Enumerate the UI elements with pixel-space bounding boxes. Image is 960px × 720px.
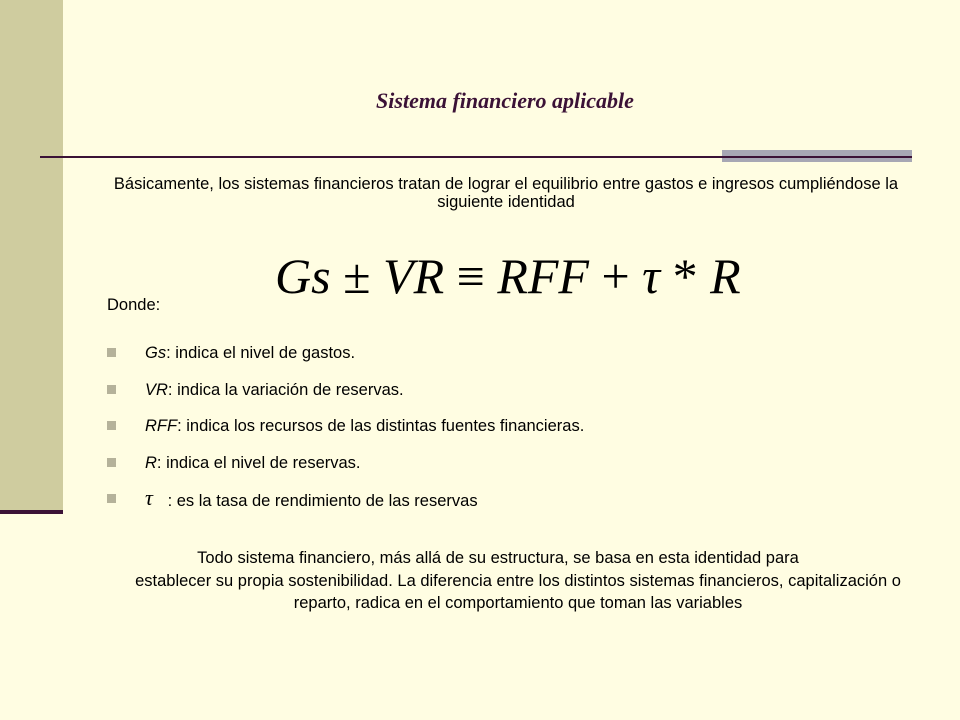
formula-plus-minus: ± <box>343 248 371 304</box>
formula-times: * <box>672 248 698 304</box>
closing-paragraph <box>80 547 916 615</box>
square-bullet-icon <box>107 348 116 357</box>
donde-label: Donde: <box>107 296 161 314</box>
tau-symbol: τ <box>145 485 153 510</box>
definition-text: : indica la variación de reservas. <box>167 380 404 399</box>
definition-text: : indica los recursos de las distintas fuentes financieras. <box>177 417 585 435</box>
side-band-underline <box>0 510 63 514</box>
definition-term: RFF <box>145 417 178 435</box>
formula-vr: VR <box>383 248 445 304</box>
definition-text: : indica el nivel de gastos. <box>166 344 356 362</box>
slide-title: Sistema financiero aplicable <box>376 88 634 113</box>
title-rule-accent-line <box>722 156 912 158</box>
square-bullet-icon <box>107 458 116 467</box>
formula-rff: RFF <box>497 248 589 304</box>
list-item <box>107 380 584 417</box>
definition-text: : indica el nivel de reservas. <box>156 453 361 472</box>
list-item <box>107 453 584 490</box>
intro-text: Básicamente, los sistemas financieros tratan de lograr el equilibrio entre gastos e ingresos cumpliéndose la siguiente identidad <box>113 175 899 211</box>
list-item <box>107 416 584 453</box>
closing-first-line: Todo sistema financiero, más allá de su estructura, se basa en esta identidad para <box>197 549 799 567</box>
formula-gs: Gs <box>275 248 331 304</box>
formula-plus: + <box>601 248 630 304</box>
closing-remaining-text: establecer su propia sostenibilidad. La diferencia entre los distintos sistemas financieros, capitalización o reparto, radica en el comportamiento que toman las variables <box>135 571 901 612</box>
list-item <box>107 485 584 526</box>
identity-formula <box>275 246 755 306</box>
definitions-list <box>107 343 584 526</box>
formula-r: R <box>710 248 741 304</box>
side-band <box>0 0 63 514</box>
formula-tau: τ <box>642 248 661 304</box>
definition-term: VR <box>145 380 168 399</box>
square-bullet-icon <box>107 421 116 430</box>
definition-term: R <box>145 453 157 472</box>
square-bullet-icon <box>107 385 116 394</box>
definition-text: : es la tasa de rendimiento de las reservas <box>163 492 478 510</box>
square-bullet-icon <box>107 494 116 503</box>
definition-term: Gs <box>145 344 167 362</box>
formula-identical: ≡ <box>456 248 485 304</box>
list-item <box>107 343 584 380</box>
